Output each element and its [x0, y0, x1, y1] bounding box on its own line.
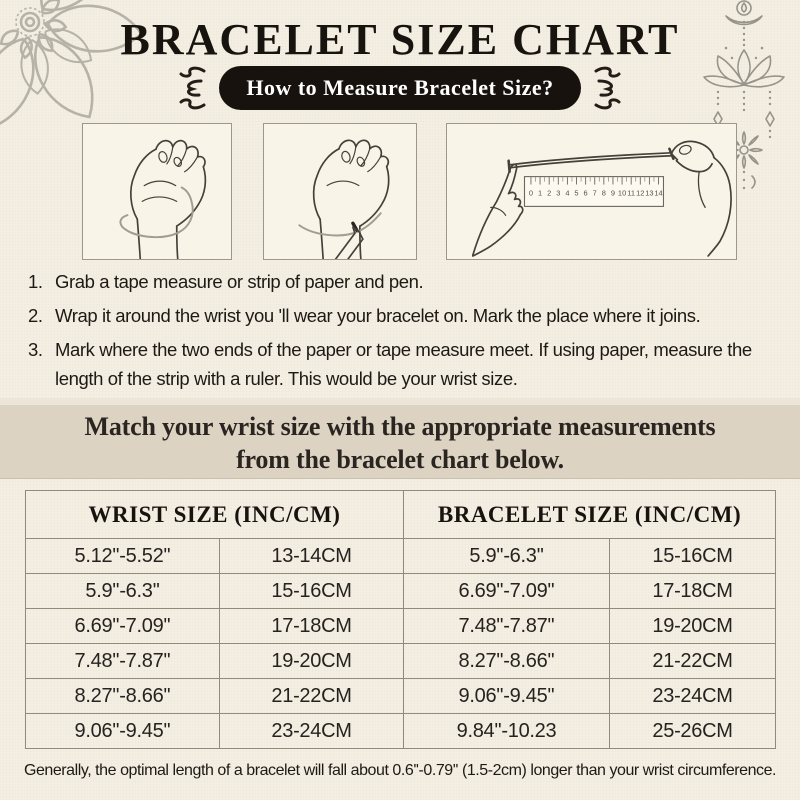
table-cell: 19-20CM [610, 609, 776, 644]
table-cell: 15-16CM [610, 539, 776, 574]
table-cell: 23-24CM [610, 679, 776, 714]
footer-note: Generally, the optimal length of a bracelet will fall about 0.6''-0.79'' (1.5-2cm) longer than your wrist circumference. [23, 762, 777, 779]
match-size-banner [0, 398, 800, 479]
how-to-measure-badge: How to Measure Bracelet Size? [219, 66, 580, 110]
ruler-number: 14 [654, 188, 663, 198]
ruler-number: 4 [565, 188, 570, 198]
step-item-1 [28, 267, 776, 296]
table-cell: 17-18CM [610, 574, 776, 609]
table-row [26, 714, 776, 749]
ruler-number: 11 [627, 188, 636, 198]
banner-line-1: Match your wrist size with the appropriate measurements [84, 412, 716, 441]
flourish-left-icon [175, 64, 209, 112]
size-table [25, 490, 776, 749]
page-title: BRACELET SIZE CHART [120, 15, 680, 64]
hands-with-ruler-illustration [447, 124, 736, 259]
table-cell: 13-14CM [220, 539, 404, 574]
table-cell: 5.12''-5.52'' [26, 539, 220, 574]
fist-with-pen-illustration [264, 124, 416, 259]
ruler-number: 9 [610, 188, 616, 198]
illustration-step1-box [82, 123, 232, 260]
table-cell: 25-26CM [610, 714, 776, 749]
ruler-number: 8 [601, 188, 606, 198]
table-cell: 17-18CM [220, 609, 404, 644]
ruler-number: 10 [617, 188, 627, 198]
ruler-number: 1 [537, 188, 543, 198]
ruler-number: 12 [636, 188, 645, 198]
ruler-number: 13 [645, 188, 654, 198]
table-cell: 21-22CM [610, 644, 776, 679]
table-cell: 23-24CM [220, 714, 404, 749]
size-table-body [26, 539, 776, 749]
step-text: Mark where the two ends of the paper or tape measure meet. If using paper, measure the length of the strip with a ruler. This would be your wrist size. [55, 339, 752, 389]
table-cell: 19-20CM [220, 644, 404, 679]
table-row [26, 609, 776, 644]
table-row [26, 644, 776, 679]
illustration-step2-box [263, 123, 417, 260]
ruler-number: 7 [592, 188, 597, 198]
step-text: Wrap it around the wrist you 'll wear your bracelet on. Mark the place where it joins. [55, 305, 701, 326]
table-cell: 9.06''-9.45'' [404, 679, 610, 714]
step-item-3 [28, 335, 776, 393]
table-cell: 8.27''-8.66'' [404, 644, 610, 679]
banner-line-2: from the bracelet chart below. [236, 445, 564, 474]
step-item-2 [28, 301, 776, 330]
bracelet-size-header: BRACELET SIZE (INC/CM) [404, 491, 776, 539]
table-cell: 9.84''-10.23 [404, 714, 610, 749]
table-cell: 8.27''-8.66'' [26, 679, 220, 714]
badge-row [0, 64, 800, 112]
table-cell: 21-22CM [220, 679, 404, 714]
table-cell: 7.48''-7.87'' [26, 644, 220, 679]
ruler-number: 3 [556, 188, 561, 198]
table-row [26, 539, 776, 574]
table-cell: 6.69''-7.09'' [26, 609, 220, 644]
measure-steps-list [28, 267, 776, 398]
fist-with-string-illustration [83, 124, 231, 259]
step-number: 1. [28, 271, 43, 292]
table-cell: 7.48''-7.87'' [404, 609, 610, 644]
step-number: 2. [28, 305, 43, 326]
illustration-step3-box [446, 123, 737, 260]
table-row [26, 679, 776, 714]
ruler-number: 0 [528, 188, 534, 198]
table-header-row [26, 491, 776, 539]
wrist-size-header: WRIST SIZE (INC/CM) [26, 491, 404, 539]
table-row [26, 574, 776, 609]
table-cell: 6.69''-7.09'' [404, 574, 610, 609]
step-number: 3. [28, 339, 43, 360]
table-cell: 5.9''-6.3'' [404, 539, 610, 574]
ruler-number: 5 [574, 188, 579, 198]
table-cell: 15-16CM [220, 574, 404, 609]
table-cell: 5.9''-6.3'' [26, 574, 220, 609]
ruler-number: 2 [547, 188, 552, 198]
step-text: Grab a tape measure or strip of paper and pen. [55, 271, 424, 292]
flourish-right-icon [591, 64, 625, 112]
table-cell: 9.06''-9.45'' [26, 714, 220, 749]
ruler-number: 6 [583, 188, 588, 198]
